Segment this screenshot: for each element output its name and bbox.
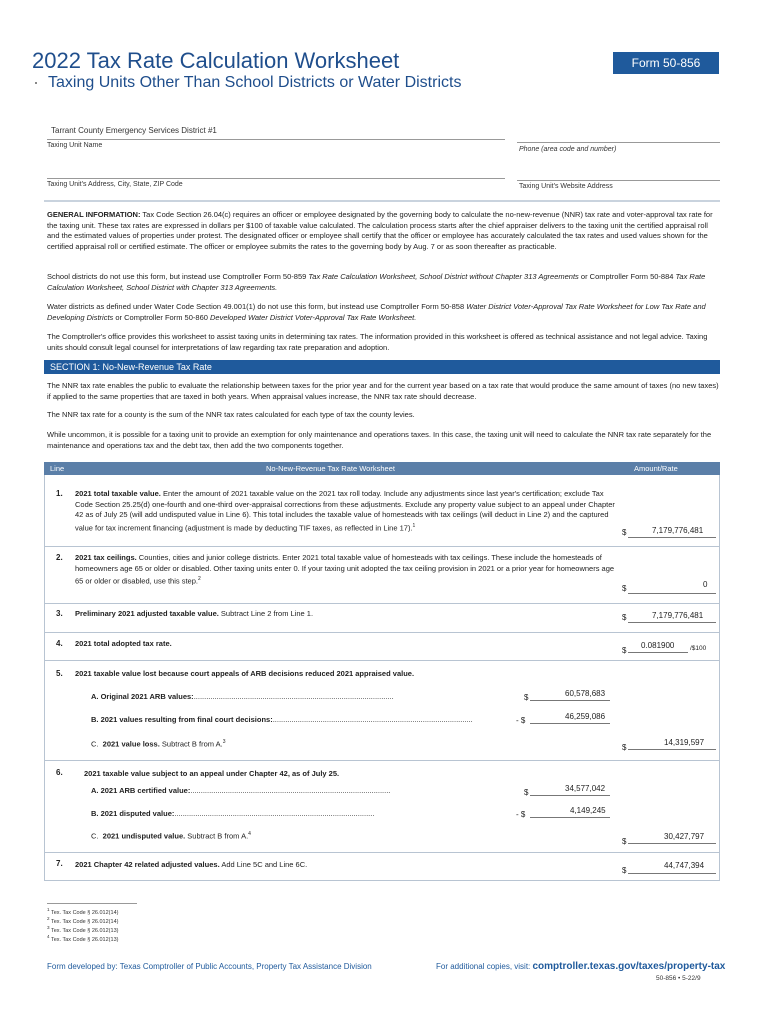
line-2-text (75, 553, 620, 587)
footer-url-link[interactable]: comptroller.texas.gov/taxes/property-tax (532, 961, 726, 972)
line-7-body: Add Line 5C and Line 6C. (221, 860, 308, 869)
line-6-heading: 2021 taxable value subject to an appeal under Chapter 42, as of July 25. (84, 769, 340, 778)
footnote-1 (47, 907, 118, 916)
line-2-footnote-ref: 2 (198, 576, 201, 582)
footnote-1-sup: 1 (47, 907, 50, 912)
general-info-heading: GENERAL INFORMATION: (47, 210, 141, 219)
dollar-sign: $ (524, 788, 529, 797)
line-4-amount[interactable]: 0.081900 (641, 641, 675, 650)
leader-dots: ................................................................................................ (190, 786, 391, 795)
dollar-sign: $ (622, 743, 627, 752)
line-3-text (75, 609, 620, 620)
line-5a-row (91, 692, 505, 701)
address-line (47, 178, 505, 179)
amount-underline (628, 622, 716, 623)
school-districts-text: School districts do not use this form, but instead use Comptroller Form 50-859 (47, 272, 307, 281)
footnote-2 (47, 916, 118, 925)
section-1-header: SECTION 1: No-New-Revenue Tax Rate (44, 360, 720, 374)
amount-underline (628, 593, 716, 594)
line-6c-heading: 2021 undisputed value. (102, 831, 186, 841)
water-districts-text-2: or Comptroller Form 50-860 (115, 312, 208, 322)
line-number: 2. (56, 553, 63, 562)
dollar-sign: $ (622, 584, 627, 593)
form-50-884-title: Tax Rate Calculation Worksheet, School District with Chapter 313 Agreements. (47, 272, 706, 292)
footnote-4 (47, 934, 118, 943)
general-info-text: Tax Code Section 26.04(c) requires an officer or employee designated by the governing body to calculate the no-new-revenue (NNR) tax rate and voter-approval tax rate for the taxing unit. These tax rates are expressed in dollars per $100 of taxable value calculated. The calculation process starts after the chief appraiser delivers to the taxing unit the certified appraisal roll and the estimated values of properties under protest. The designated officer or employee shall certify that the officer or employee has accurately calculated the tax rates and used values shown for the certified appraisal roll or certified estimate. The officer or employee submits the rates to the governing body by Aug. 7 or as soon thereafter as practicable. (47, 210, 713, 251)
section-1-p3: While uncommon, it is possible for a taxing unit to provide an exemption for only maintenance and operations taxes. In this case, the taxing unit will need to calculate the NNR tax rate separately for the maintenance and operations tax and the debt tax, then add the two components together. (47, 430, 712, 450)
line-6a-amount[interactable]: 34,577,042 (565, 784, 606, 793)
general-info-p3 (47, 302, 719, 323)
line-2-amount[interactable]: 0 (703, 580, 708, 589)
footer-copies-prefix: For additional copies, visit: (436, 962, 531, 971)
footnote-2-sup: 2 (47, 916, 50, 921)
taxing-unit-name-label: Taxing Unit Name (47, 142, 103, 149)
line-4-unit: /$100 (690, 645, 707, 652)
amount-underline (530, 700, 610, 701)
line-5c-footnote-ref: 3 (222, 739, 226, 745)
line-5c-heading: 2021 value loss. (102, 739, 160, 749)
scan-speck (35, 82, 37, 84)
line-6c-row (91, 831, 251, 841)
leader-dots: ................................................................................................ (174, 809, 375, 818)
line-5-heading: 2021 taxable value lost because court appeals of ARB decisions reduced 2021 appraised value. (75, 669, 415, 678)
footnote-2-text: Tex. Tax Code § 26.012(14) (50, 918, 119, 925)
line-5b-row (91, 715, 505, 724)
line-number: 7. (56, 859, 63, 868)
form-50-860-title: Developed Water District Voter-Approval Tax Rate Worksheet. (210, 312, 417, 322)
minus-dollar-sign: - $ (516, 810, 526, 819)
amount-underline (530, 817, 610, 818)
amount-underline (628, 749, 716, 750)
footnote-3-sup: 3 (47, 925, 50, 930)
line-2-heading: 2021 tax ceilings. (75, 553, 137, 562)
general-info-p1 (47, 210, 719, 252)
line-5c-amount[interactable]: 14,319,597 (664, 738, 705, 747)
col-amount-header: Amount/Rate (634, 464, 678, 473)
minus-dollar-sign: - $ (516, 716, 526, 725)
line-3-body: Subtract Line 2 from Line 1. (220, 609, 314, 618)
line-number: 5. (56, 669, 63, 678)
worksheet-table-header (44, 462, 720, 475)
school-districts-text-2: or Comptroller Form 50-884 (580, 272, 674, 281)
footer-developed-by: Form developed by: Texas Comptroller of Public Accounts, Property Tax Assistance Division (47, 962, 372, 971)
col-line-header: Line (50, 464, 65, 473)
section-1-p2: The NNR tax rate for a county is the sum of the NNR tax rates calculated for each type of tax the county levies. (47, 410, 415, 419)
footnote-rule (47, 903, 137, 904)
line-1-amount[interactable]: 7,179,776,481 (652, 526, 704, 535)
footnote-3 (47, 925, 118, 934)
footnote-4-sup: 4 (47, 934, 50, 939)
line-6c-body: Subtract B from A. (187, 831, 249, 841)
general-info-p2 (47, 272, 719, 293)
line-5b-amount[interactable]: 46,259,086 (565, 712, 606, 721)
footnote-3-text: Tex. Tax Code § 26.012(13) (50, 927, 119, 934)
footnote-4-text: Tex. Tax Code § 26.012(13) (50, 936, 119, 943)
section-1-p1: The NNR tax rate enables the public to evaluate the relationship between taxes for the prior year and for the current year based on a tax rate that would produce the same amount of taxes (no new taxes) if applied to the same properties that are taxed in both years. When appraisal values increase, the NNR tax rate should decrease. (47, 381, 719, 401)
address-label: Taxing Unit's Address, City, State, ZIP Code (47, 181, 183, 188)
phone-line (517, 142, 720, 143)
form-50-859-title: Tax Rate Calculation Worksheet, School District without Chapter 313 Agreements (308, 272, 579, 281)
footer-copies (436, 961, 725, 972)
dollar-sign: $ (622, 528, 627, 537)
line-7-amount[interactable]: 44,747,394 (664, 861, 705, 870)
line-6b-row (91, 809, 505, 818)
line-6-text (84, 769, 629, 780)
line-6c-footnote-ref: 4 (248, 831, 251, 837)
line-6b-label: B. 2021 disputed value: (91, 809, 175, 818)
water-districts-text: Water districts as defined under Water Code Section 49.001(1) do not use this form, but instead use Comptroller Form 50-858 (47, 302, 465, 311)
line-5c-letter: C. (91, 739, 99, 749)
amount-underline (628, 873, 716, 874)
page-title: 2022 Tax Rate Calculation Worksheet (32, 48, 400, 73)
header-separator (44, 200, 720, 202)
amount-underline (530, 795, 610, 796)
line-4-text (75, 639, 620, 650)
phone-label: Phone (area code and number) (519, 146, 617, 153)
line-5a-label: A. Original 2021 ARB values: (91, 692, 194, 701)
leader-dots: ................................................................................................ (193, 692, 394, 701)
line-number: 4. (56, 639, 63, 648)
line-1-heading: 2021 total taxable value. (75, 489, 161, 498)
line-5c-body: Subtract B from A. (161, 739, 223, 749)
general-info-p4: The Comptroller's office provides this worksheet to assist taxing units in determining tax rates. The information provided in this worksheet is offered as technical assistance and not legal advice. Taxing units should consult legal counsel for interpretations of law regarding tax rate preparation and adoption. (47, 332, 708, 352)
form-number-badge: Form 50-856 (613, 52, 719, 74)
amount-underline (530, 723, 610, 724)
leader-dots: ................................................................................................ (272, 715, 473, 724)
form-50-858-title: Water District Voter-Approval Tax Rate Worksheet for Low Tax Rate and Developing Districts (47, 302, 706, 322)
dollar-sign: $ (622, 646, 627, 655)
line-5c-row (91, 739, 226, 749)
line-3-amount[interactable]: 7,179,776,481 (652, 611, 704, 620)
line-5-text (75, 669, 620, 680)
line-4-heading: 2021 total adopted tax rate. (75, 639, 172, 648)
line-1-text (75, 489, 620, 534)
line-6b-amount[interactable]: 4,149,245 (570, 806, 606, 815)
line-6a-label: A. 2021 ARB certified value: (91, 786, 191, 795)
amount-underline (628, 652, 688, 653)
line-6a-row (91, 786, 505, 795)
taxing-unit-name-value[interactable]: Tarrant County Emergency Services District #1 (51, 126, 217, 135)
page-subtitle: Taxing Units Other Than School Districts or Water Districts (48, 74, 462, 91)
line-5a-amount[interactable]: 60,578,683 (565, 689, 606, 698)
line-6c-amount[interactable]: 30,427,797 (664, 832, 705, 841)
dollar-sign: $ (622, 613, 627, 622)
website-label: Taxing Unit's Website Address (519, 183, 613, 190)
amount-underline (628, 537, 716, 538)
website-line (517, 180, 720, 181)
line-2-body: Counties, cities and junior college districts. Enter 2021 total taxable value of homesteads with tax ceilings. These include the homesteads of homeowners age 65 or older or disabled. Other taxing units enter 0. If your taxing unit adopted the tax ceiling provision in 2021 or a prior year for homeowners age 65 or older or disabled, use this step. (75, 553, 615, 586)
line-1-body: Enter the amount of 2021 taxable value on the 2021 tax roll today. Include any adjustments since last year's certification; exclude Tax Code Section 25.25(d) one-fourth and one-third over-appraisal corrections from these adjustments. Exclude any property value subject to an appeal under Chapter 42 as of July 25 (will add undisputed value in Line 6). This total includes the taxable value of homesteads with tax ceilings (will deduct in Line 2) and the captured value for tax increment financing (adjustment is made by deducting TIF taxes, as reflected in Line 17). (75, 489, 615, 532)
line-number: 3. (56, 609, 63, 618)
line-6c-letter: C. (91, 831, 99, 841)
amount-underline (628, 843, 716, 844)
line-7-heading: 2021 Chapter 42 related adjusted values. (75, 860, 220, 869)
line-number: 1. (56, 489, 63, 498)
dollar-sign: $ (524, 693, 529, 702)
col-worksheet-header: No-New-Revenue Tax Rate Worksheet (266, 464, 395, 473)
line-3-heading: Preliminary 2021 adjusted taxable value. (75, 609, 219, 618)
line-1-footnote-ref: 1 (412, 522, 416, 529)
dollar-sign: $ (622, 837, 627, 846)
line-5b-label: B. 2021 values resulting from final court decisions: (91, 715, 273, 724)
footer-form-code: 50-856 • 5-22/9 (656, 975, 701, 982)
footnote-1-text: Tex. Tax Code § 26.012(14) (50, 909, 119, 916)
taxing-unit-name-line (47, 139, 505, 140)
dollar-sign: $ (622, 866, 627, 875)
line-7-text (75, 860, 620, 871)
line-number: 6. (56, 768, 63, 777)
